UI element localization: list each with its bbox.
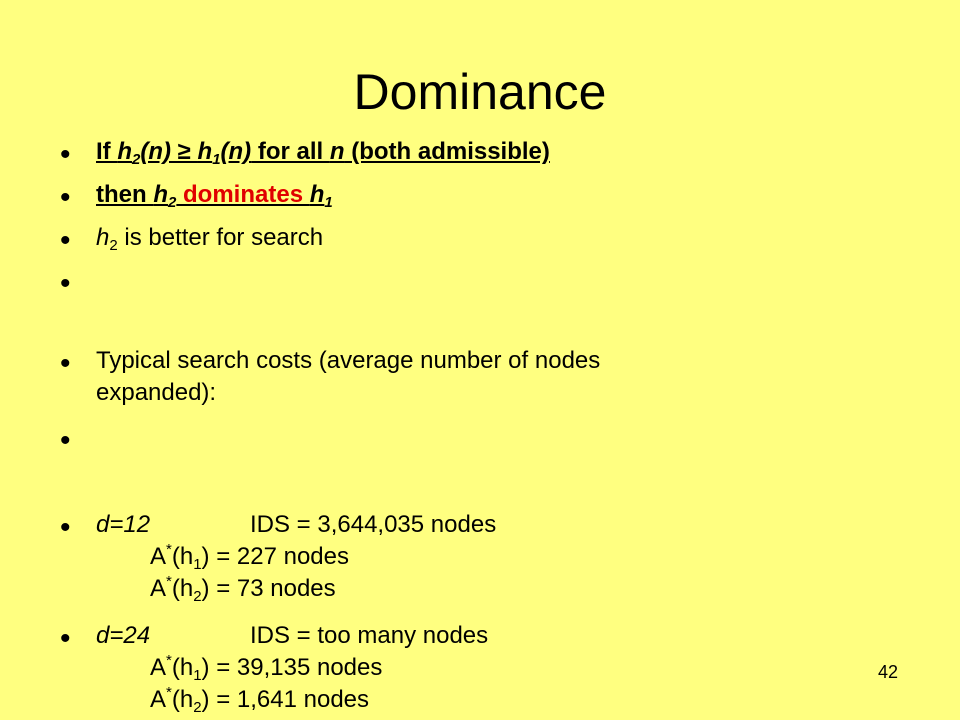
bullet-5-line-2: expanded): [96, 379, 217, 406]
sub-1: 1 [212, 151, 221, 168]
bullet-7-line-3 [150, 574, 336, 604]
var-n: n [329, 138, 345, 165]
sub-2: 2 [132, 151, 141, 168]
bullet-1 [96, 137, 550, 167]
sub-2: 2 [109, 237, 118, 254]
bullet-2-dot: • [60, 181, 71, 214]
a-star-h2-value: ) = 73 nodes [201, 575, 336, 602]
h-symbol: h [117, 138, 132, 165]
a-star-label: A [150, 654, 167, 681]
bullet-5-line-1: Typical search costs (average number of nodes [96, 347, 601, 374]
sub-2: 2 [193, 588, 202, 605]
slide-title: Dominance [353, 64, 607, 120]
bullet-8-line-3 [150, 685, 369, 715]
h-paren: (h [171, 654, 194, 681]
a-star-h1-value: ) = 227 nodes [201, 543, 349, 570]
ge-symbol: ≥ [171, 138, 198, 165]
ids-value: IDS = too many nodes [250, 622, 489, 649]
bullet-1-text-end: (both admissible) [344, 138, 550, 165]
star-sup: * [166, 652, 172, 669]
h-symbol: h [96, 224, 110, 251]
h-symbol: h [309, 181, 325, 208]
bullet-3-dot: • [60, 224, 71, 257]
bullet-8-line-1 [96, 621, 488, 651]
a-star-h2-value: ) = 1,641 nodes [201, 686, 370, 713]
sub-2: 2 [168, 194, 177, 211]
arg-n: (n) [220, 138, 252, 165]
bullet-1-dot: • [60, 138, 71, 171]
a-star-label: A [150, 686, 167, 713]
bullet-5-dot: • [60, 347, 71, 380]
h-symbol: h [197, 138, 213, 165]
depth-label: d=12 [96, 511, 151, 538]
page-number: 42 [878, 662, 899, 682]
sub-2: 2 [193, 699, 202, 716]
arg-n: (n) [140, 138, 171, 165]
bullet-1-if: If [96, 138, 118, 165]
sub-1: 1 [193, 667, 202, 684]
bullet-7-line-2 [150, 542, 349, 572]
bullet-4-dot: • [60, 267, 71, 300]
star-sup: * [166, 684, 172, 701]
sub-1: 1 [193, 556, 202, 573]
bullet-3 [96, 223, 323, 253]
h-paren: (h [171, 686, 194, 713]
star-sup: * [166, 573, 172, 590]
depth-label: d=24 [96, 622, 151, 649]
ids-value: IDS = 3,644,035 nodes [250, 511, 497, 538]
bullet-7-line-1 [96, 510, 496, 540]
a-star-label: A [150, 543, 167, 570]
bullet-1-text: for all [251, 138, 330, 165]
h-paren: (h [171, 543, 194, 570]
bullet-8-dot: • [60, 622, 71, 655]
dominates-word: dominates [176, 181, 310, 208]
bullet-6-dot: • [60, 424, 71, 457]
bullet-8-line-2 [150, 653, 382, 683]
h-symbol: h [153, 181, 168, 208]
bullet-2-then: then [96, 181, 154, 208]
bullet-2 [96, 180, 333, 210]
a-star-label: A [150, 575, 167, 602]
sub-1: 1 [324, 194, 333, 211]
bullet-7-dot: • [60, 511, 71, 544]
a-star-h1-value: ) = 39,135 nodes [201, 654, 383, 681]
bullet-3-text: is better for search [117, 224, 324, 251]
star-sup: * [166, 541, 172, 558]
h-paren: (h [171, 575, 194, 602]
